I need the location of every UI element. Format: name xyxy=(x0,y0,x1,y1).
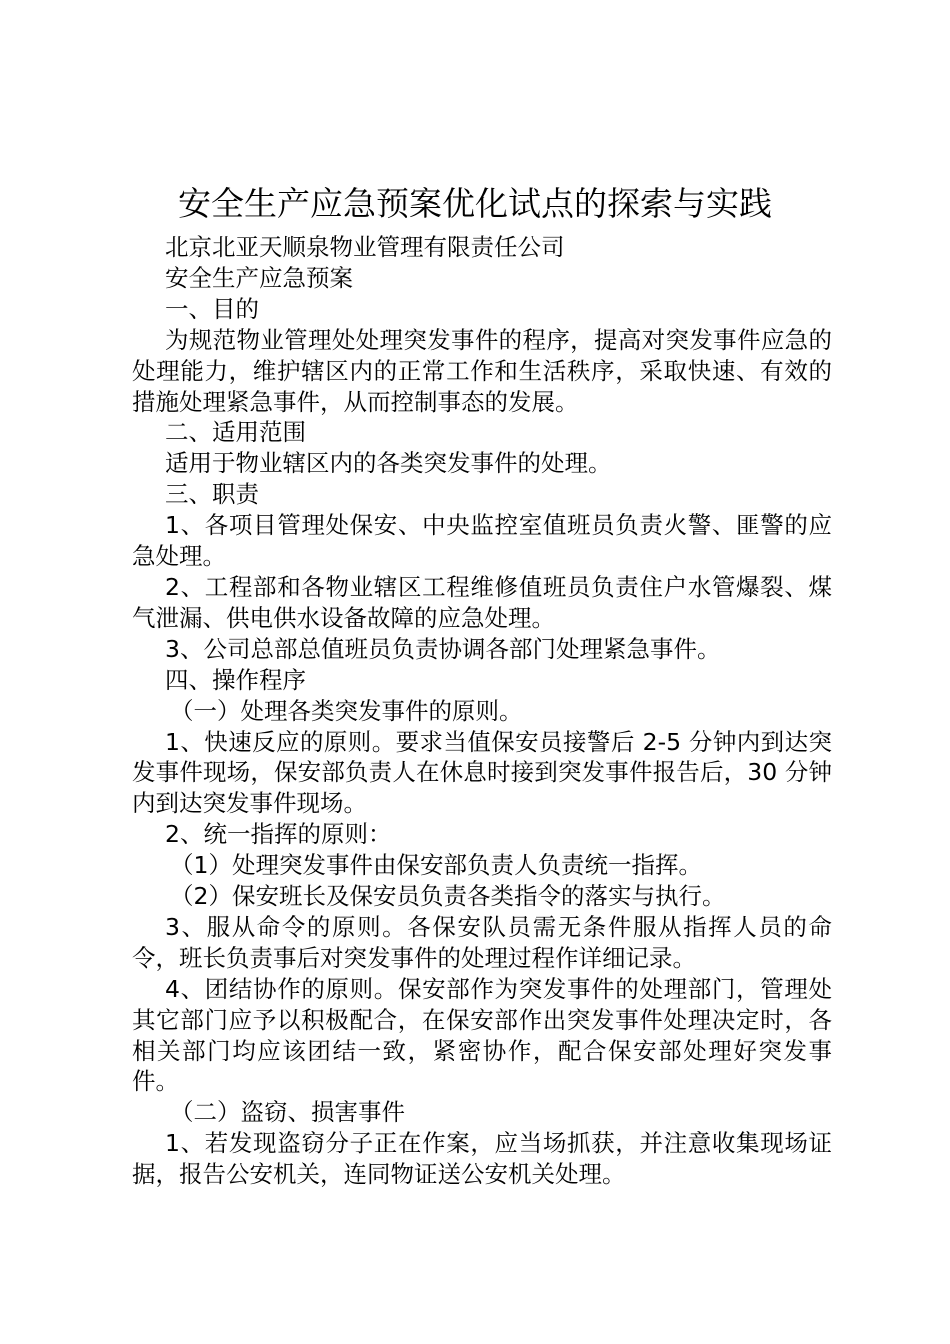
section-heading-purpose: 一、目的 xyxy=(165,294,259,323)
paragraph-theft-1: 1、若发现盗窃分子正在作案，应当场抓获，并注意收集现场证据，报告公安机关，连同物证送公安机关处理。 xyxy=(132,1129,832,1189)
section-heading-duties: 三、职责 xyxy=(165,480,259,509)
paragraph-scope: 适用于物业辖区内的各类突发事件的处理。 xyxy=(165,449,612,478)
plan-name: 安全生产应急预案 xyxy=(165,263,353,292)
paragraph-principle-1: 1、快速反应的原则。要求当值保安员接警后 2-5 分钟内到达突发事件现场，保安部负责人在休息时接到突发事件报告后，30 分钟内到达突发事件现场。 xyxy=(132,727,832,818)
paragraph-principle-4: 4、团结协作的原则。保安部作为突发事件的处理部门，管理处其它部门应予以积极配合，在保安部作出突发事件处理决定时，各相关部门均应该团结一致，紧密协作，配合保安部处理好突发事件。 xyxy=(132,974,832,1096)
paragraph-principle-3: 3、服从命令的原则。各保安队员需无条件服从指挥人员的命令，班长负责事后对突发事件的处理过程作详细记录。 xyxy=(132,912,832,972)
document-body xyxy=(132,232,832,1190)
section-heading-procedure: 四、操作程序 xyxy=(165,665,306,694)
paragraph-duty-2: 2、工程部和各物业辖区工程维修值班员负责住户水管爆裂、煤气泄漏、供电供水设备故障的应急处理。 xyxy=(132,572,832,632)
company-name: 北京北亚天顺泉物业管理有限责任公司 xyxy=(165,233,565,261)
paragraph-principle-2-item-2: （2）保安班长及保安员负责各类指令的落实与执行。 xyxy=(170,882,726,911)
paragraph-purpose: 为规范物业管理处处理突发事件的程序，提高对突发事件应急的处理能力，维护辖区内的正常工作和生活秩序，采取快速、有效的措施处理紧急事件，从而控制事态的发展。 xyxy=(132,325,832,416)
paragraph-principle-2-item-1: （1）处理突发事件由保安部负责人负责统一指挥。 xyxy=(170,851,702,880)
section-heading-scope: 二、适用范围 xyxy=(165,418,306,447)
paragraph-duty-1: 1、各项目管理处保安、中央监控室值班员负责火警、匪警的应急处理。 xyxy=(132,511,832,571)
paragraph-duty-3: 3、公司总部总值班员负责协调各部门处理紧急事件。 xyxy=(165,634,721,663)
subsection-heading-theft: （二）盗窃、损害事件 xyxy=(170,1098,405,1127)
paragraph-principle-2: 2、统一指挥的原则： xyxy=(165,820,392,849)
document-title: 安全生产应急预案优化试点的探索与实践 xyxy=(178,184,772,223)
subsection-heading-principles: （一）处理各类突发事件的原则。 xyxy=(170,696,523,725)
